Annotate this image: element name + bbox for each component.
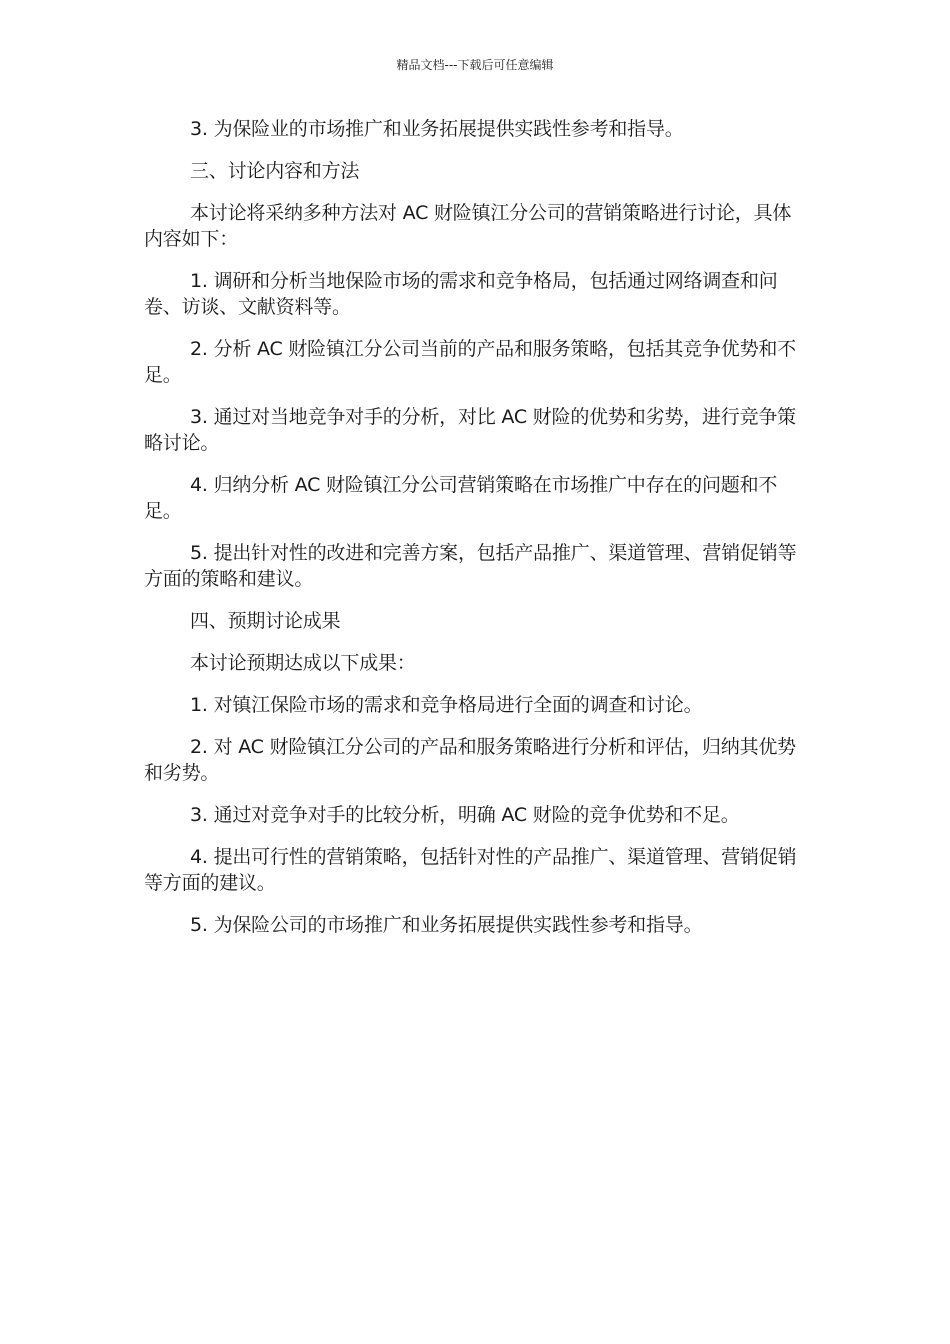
section-heading-3: 三、讨论内容和方法 (190, 160, 360, 182)
outcome-item-1: 1. 对镇江保险市场的需求和竞争格局进行全面的调查和讨论。 (190, 694, 703, 716)
list-item-3-intro: 3. 为保险业的市场推广和业务拓展提供实践性参考和指导。 (190, 118, 684, 140)
outcome-item-3: 3. 通过对竞争对手的比较分析，明确 AC 财险的竞争优势和不足。 (190, 804, 740, 826)
section-3-intro: 本讨论将采纳多种方法对 AC 财险镇江分公司的营销策略进行讨论，具体内容如下： (144, 202, 792, 250)
method-item-2: 2. 分析 AC 财险镇江分公司当前的产品和服务策略，包括其竞争优势和不足。 (144, 338, 796, 386)
method-item-5: 5. 提出针对性的改进和完善方案，包括产品推广、渠道管理、营销促销等方面的策略和建议。 (144, 542, 797, 590)
section-heading-4: 四、预期讨论成果 (190, 610, 341, 632)
outcome-item-5: 5. 为保险公司的市场推广和业务拓展提供实践性参考和指导。 (190, 914, 703, 936)
method-item-4: 4. 归纳分析 AC 财险镇江分公司营销策略在市场推广中存在的问题和不足。 (144, 474, 778, 522)
page-header: 精品文档---下载后可任意编辑 (396, 58, 554, 72)
outcome-item-4: 4. 提出可行性的营销策略，包括针对性的产品推广、渠道管理、营销促销等方面的建议。 (144, 846, 797, 894)
method-item-1: 1. 调研和分析当地保险市场的需求和竞争格局，包括通过网络调查和问卷、访谈、文献资料等。 (144, 270, 778, 318)
outcome-item-2: 2. 对 AC 财险镇江分公司的产品和服务策略进行分析和评估，归纳其优势和劣势。 (144, 736, 796, 784)
document-body (144, 116, 800, 938)
section-4-intro: 本讨论预期达成以下成果： (190, 652, 416, 674)
method-item-3: 3. 通过对当地竞争对手的分析，对比 AC 财险的优势和劣势，进行竞争策略讨论。 (144, 406, 796, 454)
